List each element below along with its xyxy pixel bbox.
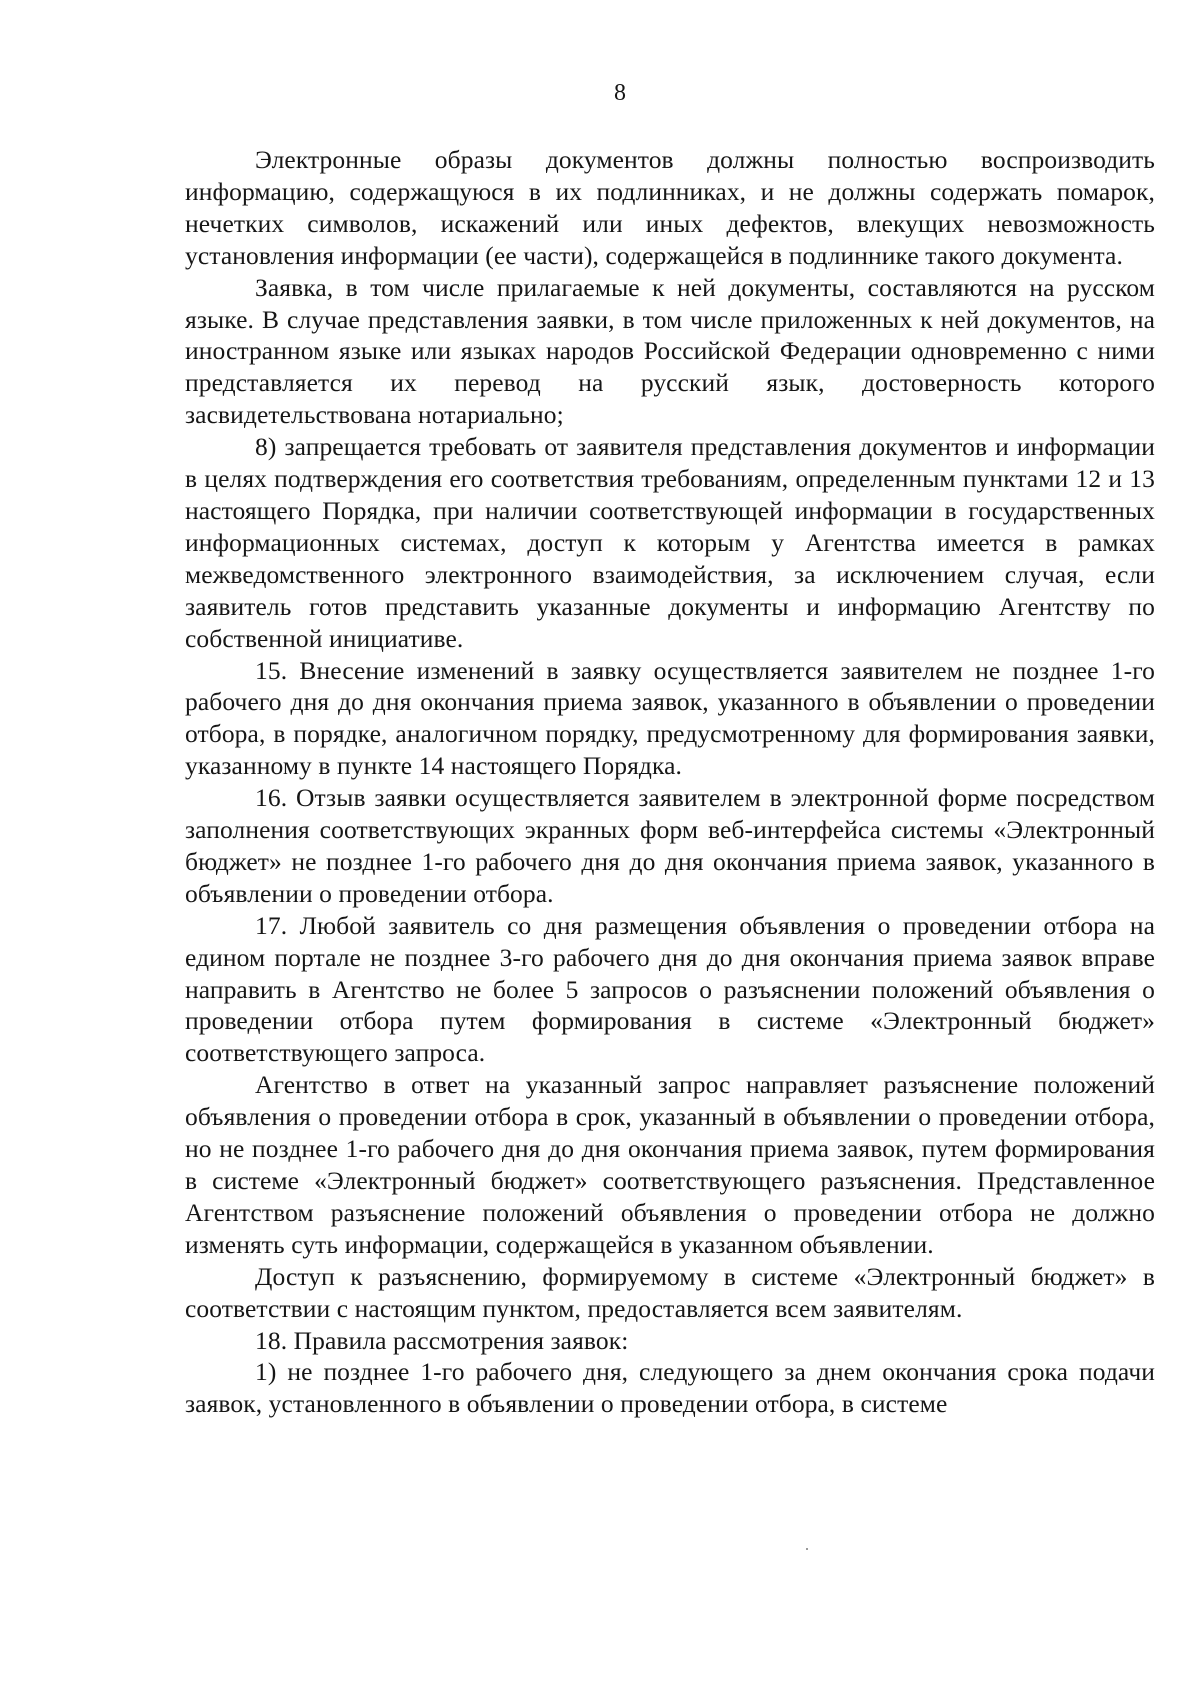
page-number: 8 bbox=[614, 80, 626, 106]
document-body bbox=[185, 144, 1155, 1420]
paragraph-item-18: 18. Правила рассмотрения заявок: bbox=[255, 1325, 629, 1355]
paragraph-item-18-1: 1) не позднее 1-го рабочего дня, следующего за днем окончания срока подачи заявок, установленного в объявлении о проведении отбора, в системе bbox=[185, 1357, 1155, 1419]
paragraph-clarification-access: Доступ к разъяснению, формируемому в системе «Электронный бюджет» в соответствии с настоящим пунктом, предоставляется всем заявителям. bbox=[185, 1261, 1155, 1323]
paragraph-item-8: 8) запрещается требовать от заявителя представления документов и информации в целях подтверждения его соответствия требованиям, определенным пунктами 12 и 13 настоящего Порядка, при наличии соответствующей информации в государственных информационных системах, доступ к которым у Агентства имеется в рамках межведомственного электронного взаимодействия, за исключением случая, если заявитель готов представить указанные документы и информацию Агентству по собственной инициативе. bbox=[185, 432, 1155, 653]
paragraph-item-16: 16. Отзыв заявки осуществляется заявителем в электронной форме посредством заполнения соответствующих экранных форм веб-интерфейса системы «Электронный бюджет» не позднее 1-го рабочего дня до дня окончания приема заявок, указанного в объявлении о проведении отбора. bbox=[185, 783, 1155, 908]
paragraph-agency-response: Агентство в ответ на указанный запрос направляет разъяснение положений объявления о проведении отбора в срок, указанный в объявлении о проведении отбора, но не позднее 1-го рабочего дня до дня окончания приема заявок, путем формирования в системе «Электронный бюджет» соответствующего разъяснения. Представленное Агентством разъяснение положений объявления о проведении отбора не должно изменять суть информации, содержащейся в указанном объявлении. bbox=[185, 1070, 1155, 1259]
scan-speck bbox=[806, 1548, 808, 1550]
paragraph-item-17: 17. Любой заявитель со дня размещения объявления о проведении отбора на едином портале не позднее 3-го рабочего дня до дня окончания приема заявок вправе направить в Агентство не более 5 запросов о разъяснении положений объявления о проведении отбора путем формирования в системе «Электронный бюджет» соответствующего запроса. bbox=[185, 910, 1155, 1068]
paragraph-application-language: Заявка, в том числе прилагаемые к ней документы, составляются на русском языке. В случае представления заявки, в том числе приложенных к ней документов, на иностранном языке или языках народов Российской Федерации одновременно с ними представляется их перевод на русский язык, достоверность которого засвидетельствована нотариально; bbox=[185, 272, 1155, 430]
paragraph-item-15: 15. Внесение изменений в заявку осуществляется заявителем не позднее 1-го рабочего дня до дня окончания приема заявок, указанного в объявлении о проведении отбора, в порядке, аналогичном порядку, предусмотренному для формирования заявки, указанному в пункте 14 настоящего Порядка. bbox=[185, 655, 1155, 781]
paragraph-electronic-images: Электронные образы документов должны полностью воспроизводить информацию, содержащуюся в их подлинниках, и не должны содержать помарок, нечетких символов, искажений или иных дефектов, влекущих невозможность установления информации (ее части), содержащейся в подлиннике такого документа. bbox=[185, 145, 1155, 270]
